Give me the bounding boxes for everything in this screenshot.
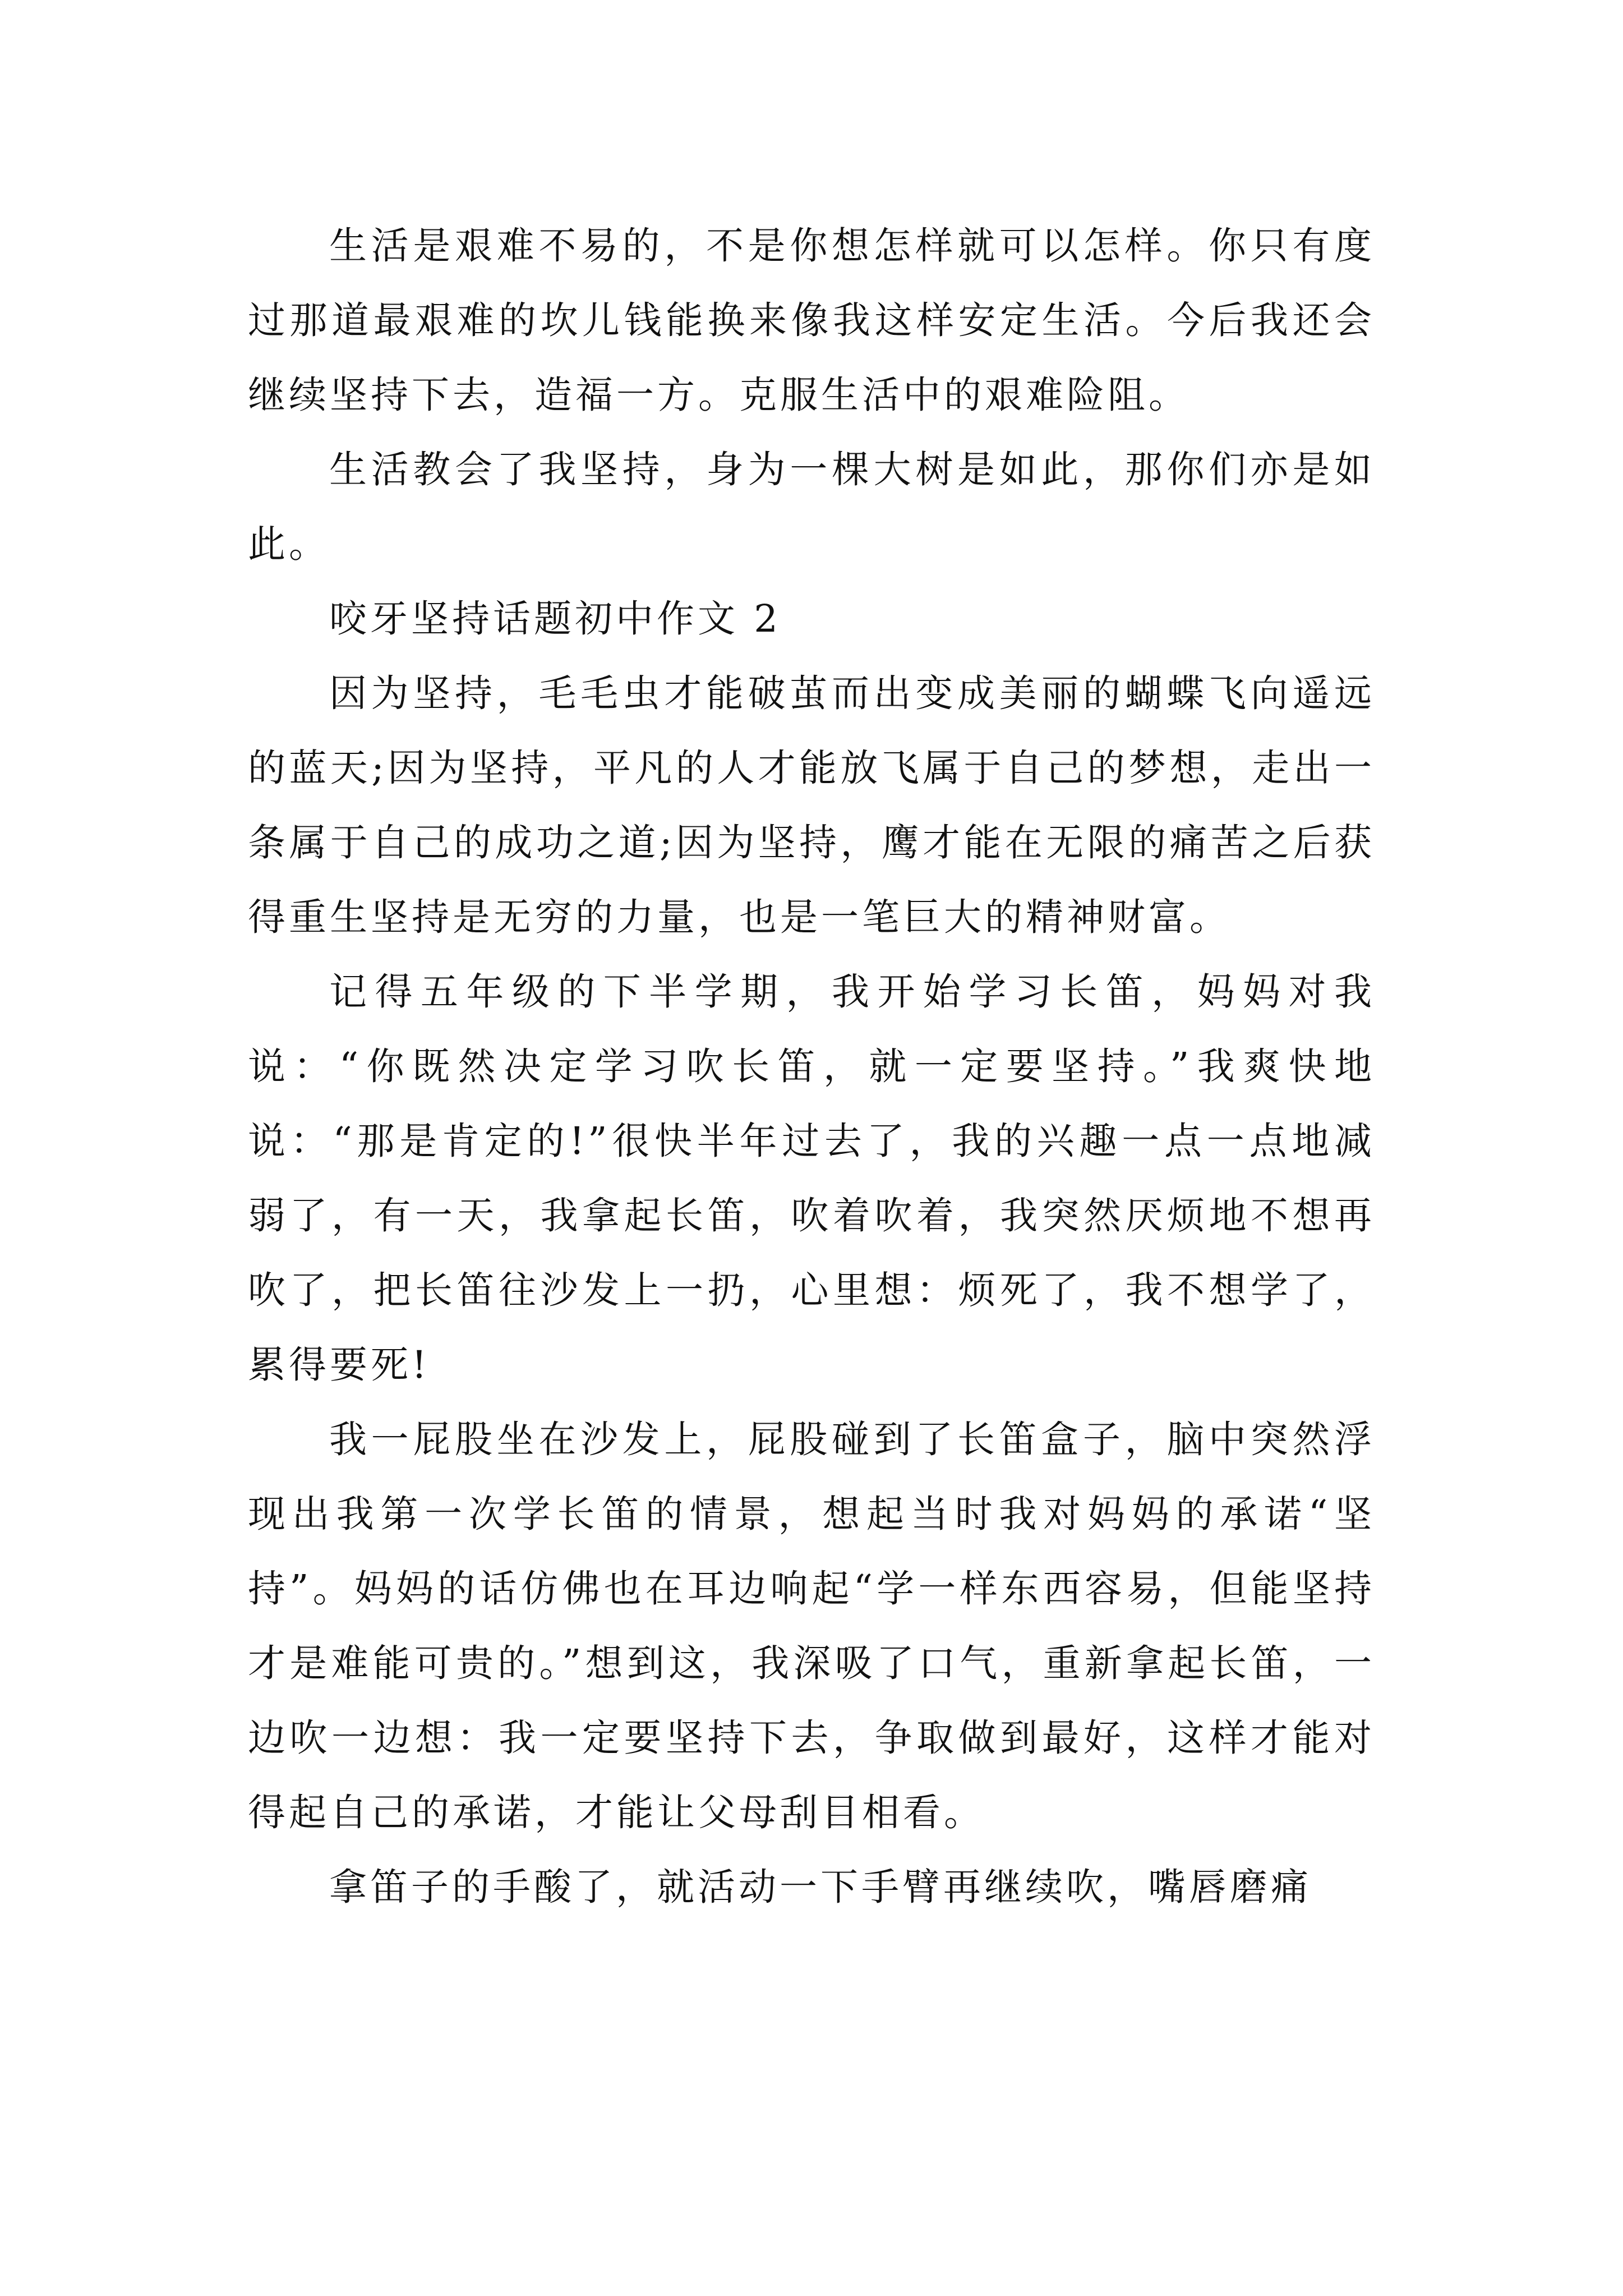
paragraph: 生活教会了我坚持，身为一棵大树是如此，那你们亦是如此。 bbox=[248, 448, 1375, 566]
document-body bbox=[248, 209, 1375, 1925]
paragraph: 拿笛子的手酸了，就活动一下手臂再继续吹，嘴唇磨痛 bbox=[329, 1865, 1312, 1909]
paragraph: 因为坚持，毛毛虫才能破茧而出变成美丽的蝴蝶飞向遥远的蓝天;因为坚持，平凡的人才能放飞属于自己的梦想，走出一条属于自己的成功之道;因为坚持，鹰才能在无限的痛苦之后获得重生坚持是无穷的力量，也是一笔巨大的精神财富。 bbox=[248, 671, 1375, 939]
paragraph: 生活是艰难不易的，不是你想怎样就可以怎样。你只有度过那道最艰难的坎儿钱能换来像我这样安定生活。今后我还会继续坚持下去，造福一方。克服生活中的艰难险阻。 bbox=[248, 224, 1375, 417]
paragraph: 记得五年级的下半学期，我开始学习长笛，妈妈对我说：“你既然决定学习吹长笛，就一定要坚持。”我爽快地说：“那是肯定的!”很快半年过去了，我的兴趣一点一点地减弱了，有一天，我拿起长笛，吹着吹着，我突然厌烦地不想再吹了，把长笛往沙发上一扔，心里想：烦死了，我不想学了，累得要死! bbox=[248, 970, 1375, 1387]
paragraph: 我一屁股坐在沙发上，屁股碰到了长笛盒子，脑中突然浮现出我第一次学长笛的情景，想起当时我对妈妈的承诺“坚持”。妈妈的话仿佛也在耳边响起“学一样东西容易，但能坚持才是难能可贵的。”想到这，我深吸了口气，重新拿起长笛，一边吹一边想：我一定要坚持下去，争取做到最好，这样才能对得起自己的承诺，才能让父母刮目相看。 bbox=[248, 1418, 1375, 1834]
section-heading: 咬牙坚持话题初中作文 2 bbox=[329, 597, 781, 641]
